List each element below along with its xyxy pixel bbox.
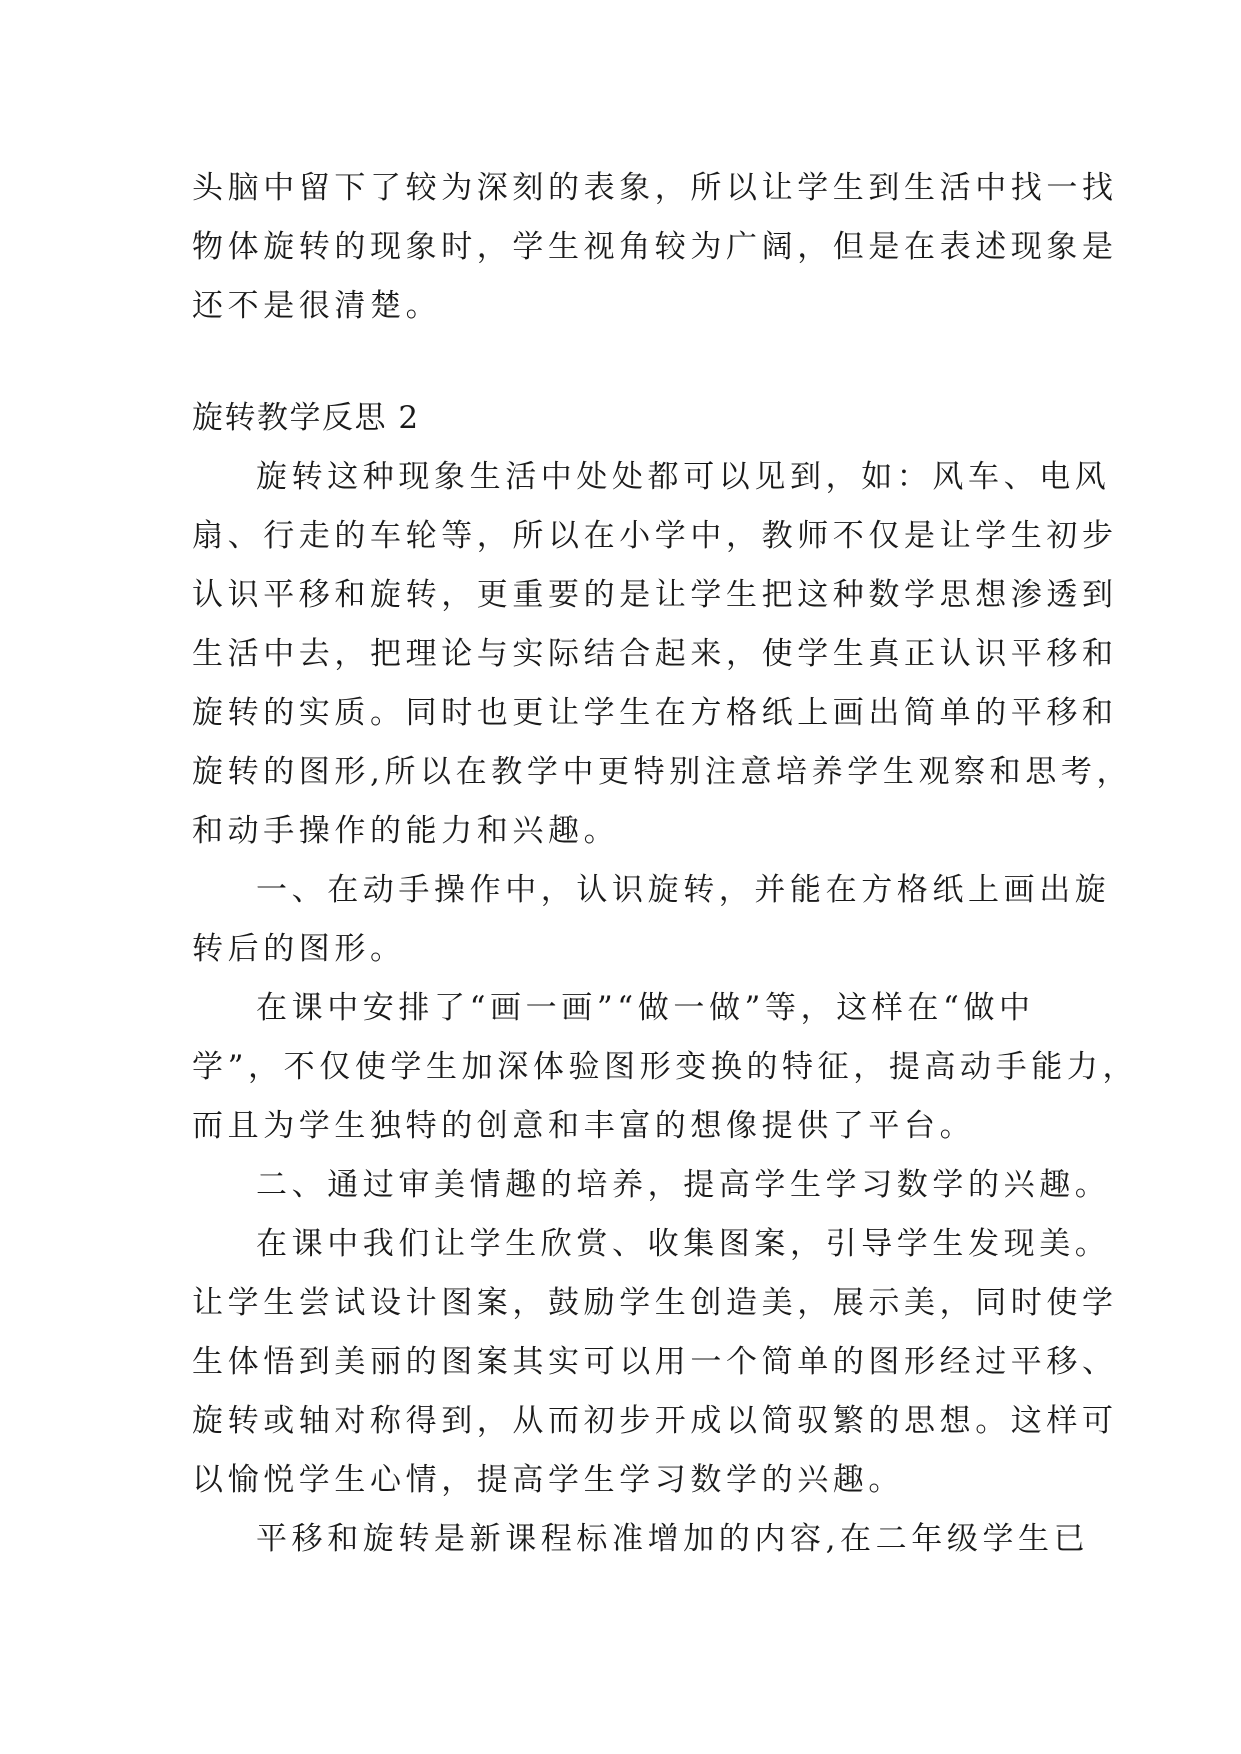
paragraph-first-line: 在课中我们让学生欣赏、收集图案，引导学生发现美。	[256, 1226, 1111, 1262]
body-text-line: 头脑中留下了较为深刻的表象，所以让学生到生活中找一找	[192, 170, 1118, 206]
paragraph-first-line: 平移和旋转是新课程标准增加的内容,在二年级学生已	[256, 1521, 1090, 1557]
body-text-line: 而且为学生独特的创意和丰富的想像提供了平台。	[192, 1108, 976, 1144]
body-text-line: 认识平移和旋转，更重要的是让学生把这种数学思想渗透到	[192, 577, 1118, 613]
body-text-line: 扇、行走的车轮等，所以在小学中，教师不仅是让学生初步	[192, 518, 1118, 554]
body-text-line: 生体悟到美丽的图案其实可以用一个简单的图形经过平移、	[192, 1344, 1118, 1380]
body-text-line: 还不是很清楚。	[192, 288, 442, 324]
body-text-line: 旋转的实质。同时也更让学生在方格纸上画出简单的平移和	[192, 695, 1118, 731]
body-text-line: 生活中去，把理论与实际结合起来，使学生真正认识平移和	[192, 636, 1118, 672]
paragraph-first-line: 旋转这种现象生活中处处都可以见到，如：风车、电风	[256, 459, 1111, 495]
body-text-line: 学”，不仅使学生加深体验图形变换的特征，提高动手能力，	[192, 1049, 1139, 1085]
paragraph-first-line: 二、通过审美情趣的培养，提高学生学习数学的兴趣。	[256, 1167, 1111, 1203]
section-title: 旋转教学反思 2	[192, 400, 420, 436]
paragraph-first-line: 在课中安排了“画一画”“做一做”等，这样在“做中	[256, 990, 1035, 1026]
body-text-line: 让学生尝试设计图案，鼓励学生创造美，展示美，同时使学	[192, 1285, 1118, 1321]
body-text-line: 旋转或轴对称得到，从而初步开成以简驭繁的思想。这样可	[192, 1403, 1118, 1439]
body-text-line: 物体旋转的现象时，学生视角较为广阔，但是在表述现象是	[192, 229, 1118, 265]
paragraph-first-line: 一、在动手操作中，认识旋转，并能在方格纸上画出旋	[256, 872, 1111, 908]
body-text-line: 转后的图形。	[192, 931, 406, 967]
body-text-line: 和动手操作的能力和兴趣。	[192, 813, 620, 849]
body-text-line: 旋转的图形,所以在教学中更特别注意培养学生观察和思考，	[192, 754, 1133, 790]
body-text-line: 以愉悦学生心情，提高学生学习数学的兴趣。	[192, 1462, 904, 1498]
